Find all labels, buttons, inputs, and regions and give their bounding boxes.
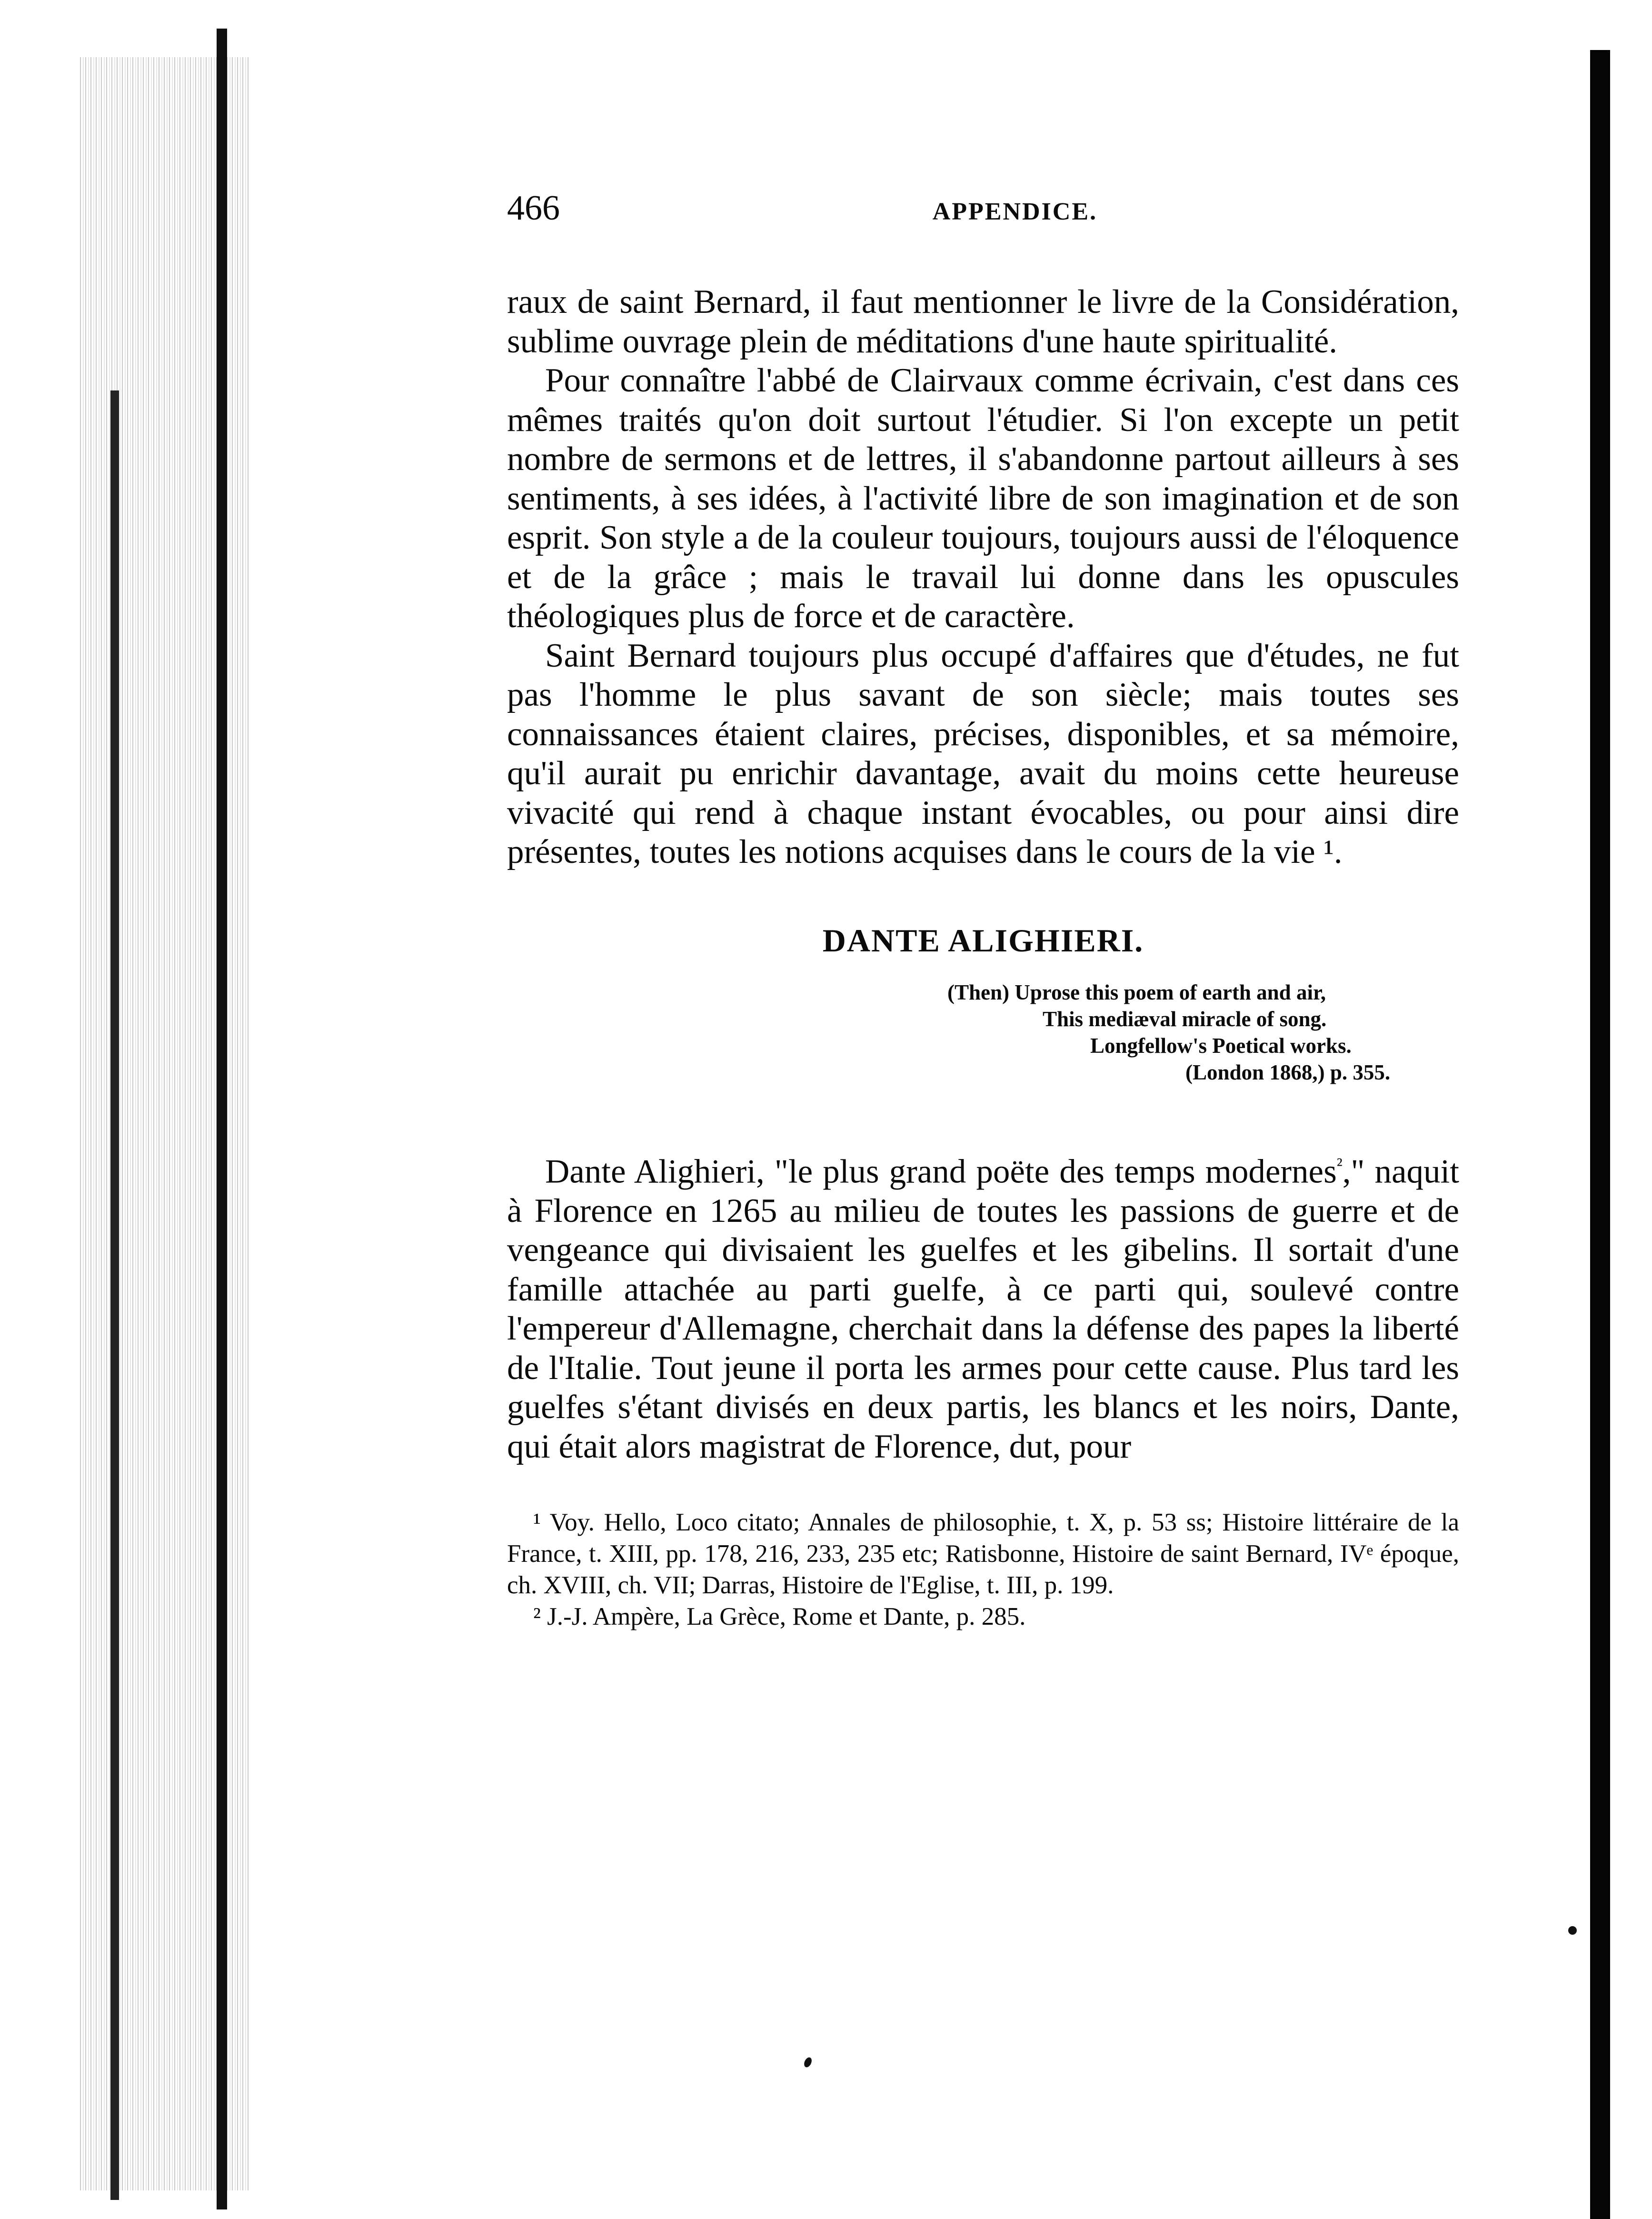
section-title: DANTE ALIGHIERI. [822,922,1144,959]
paragraph: Pour connaître l'abbé de Clairvaux comme écrivain, c'est dans ces mêmes traités qu'on doit surtout l'étudier. Si l'on excepte un petit nombre de sermons et de lettres, il s'abandonne partout ailleurs à ses sentiments, à ses idées, à l'activité libre de son imagination et de son esprit. Son style a de la couleur toujours, toujours aussi de l'éloquence et de la grâce ; mais le travail lui donne dans les opuscules théologiques plus de force et de caractère. [507,362,1459,635]
paragraph [507,1145,1459,1467]
page-content [507,188,1459,1632]
paragraph-text: Saint Bernard toujours plus occupé d'affaires que d'études, ne fut pas l'homme le plus savant de son siècle; mais toutes ses connaissances étaient claires, précises, disponibles, et sa mémoire, qu'il aurait pu enrichir davantage, avait du moins cette heureuse vivacité qui rend à chaque instant évocables, ou pour ainsi dire présentes, toutes les notions acquises dans le cours de la vie [507,637,1459,870]
page-binding-edge [217,29,227,2209]
paragraph: raux de saint Bernard, il faut mentionner le livre de la Considération, sublime ouvrage plein de méditations d'une haute spiritualité. [507,283,1459,360]
footnotes [507,1507,1459,1632]
scan-speck [1568,1926,1577,1935]
paragraph [507,636,1459,872]
footnote-ref: ¹. [1324,833,1343,870]
page-number: 466 [507,189,560,228]
body-text [507,282,1459,872]
epigraph-source: Longfellow's Poetical works. [1090,1033,1352,1058]
section-body [507,1145,1459,1467]
epigraph [947,979,1459,1086]
epigraph-source: (London 1868,) p. 355. [1185,1060,1391,1084]
scan-speck [803,2056,813,2069]
footnote-ref: ² [1336,1153,1343,1175]
epigraph-line: (Then) Uprose this poem of earth and air, [947,980,1326,1004]
page-header [507,188,1459,226]
paragraph-text: ," naquit à Florence en 1265 au milieu de toutes les passions de guerre et de vengeance qui divisaient les guelfes et les gibelins. Il sortait d'une famille attachée au parti guelfe, à ce parti qui, soulevé contre l'empereur d'Allemagne, cherchait dans la défense des papes la liberté de l'Italie. Tout jeune il porta les armes pour cette cause. Plus tard les guelfes s'étant divisés en deux partis, les blancs et les noirs, Dante, qui était alors magistrat de Florence, dut, pour [507,1153,1459,1465]
running-title: APPENDICE. [932,198,1097,225]
footnote: ² J.-J. Ampère, La Grèce, Rome et Dante, p. 285. [533,1603,1026,1631]
footnote: ¹ Voy. Hello, Loco citato; Annales de philosophie, t. X, p. 53 ss; Histoire littéraire de la France, t. XIII, pp. 178, 216, 233, 235 etc; Ratisbonne, Histoire de saint Bernard, IVᵉ époque, ch. XVIII, ch. VII; Darras, Histoire de l'Eglise, t. III, p. 199. [507,1509,1459,1599]
epigraph-line: This mediæval miracle of song. [1043,1007,1327,1031]
paragraph-text: Dante Alighieri, "le plus grand poëte des temps modernes [545,1153,1337,1190]
scan-edge-shadow [110,390,119,2200]
page-right-edge [1590,50,1610,2219]
